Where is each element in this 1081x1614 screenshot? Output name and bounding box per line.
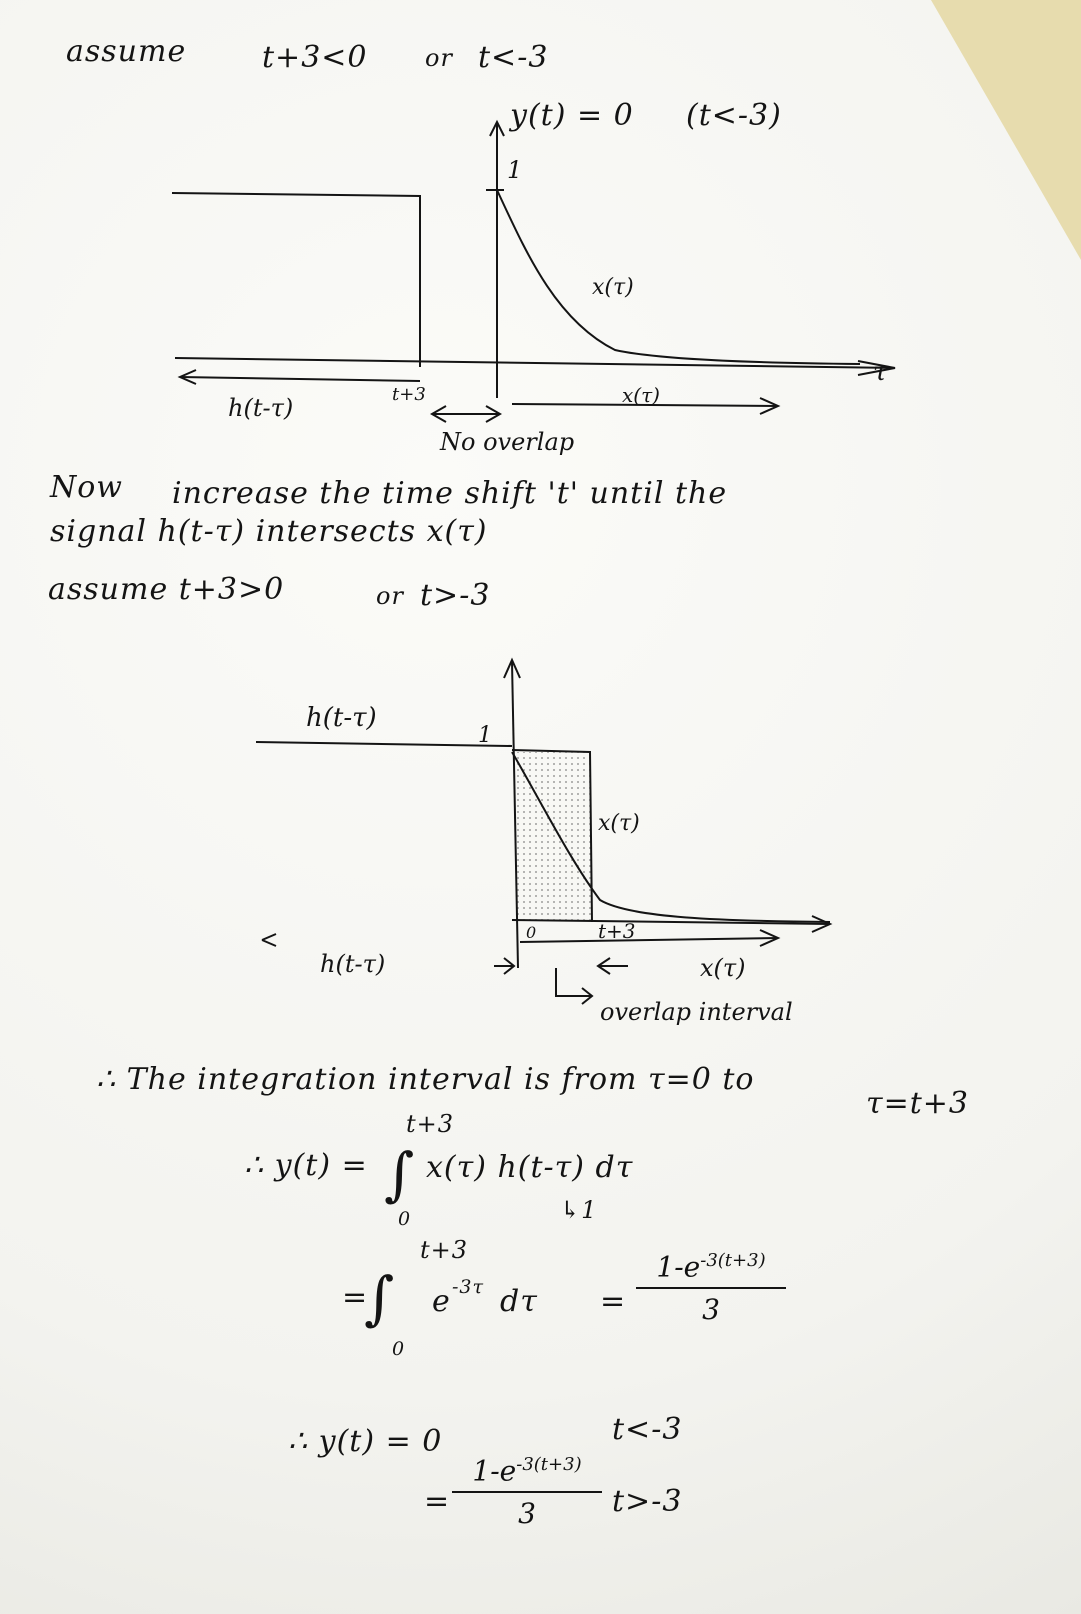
integral1-upper: t+3 — [406, 1110, 455, 1138]
plot1-x-label: x(τ) — [622, 383, 660, 407]
signal-intersects-text: signal h(t-τ) intersects x(τ) — [50, 514, 488, 549]
or-label-1: or — [425, 44, 453, 72]
plot2-one-label: 1 — [478, 723, 492, 748]
plot1-tau-axis-label: τ — [873, 357, 888, 387]
condition-t3-lt-0: t+3<0 — [262, 40, 368, 75]
final-y-zero: ∴ y(t) = 0 — [288, 1424, 443, 1459]
condition-t-lt-neg3: t<-3 — [478, 40, 549, 75]
plot2-h-bottom-label: h(t-τ) — [320, 950, 386, 978]
integral2-lower: 0 — [392, 1338, 406, 1360]
assume-label-1: assume — [66, 34, 187, 69]
assume-label-2: assume t+3>0 — [48, 572, 285, 607]
y-equals-label: ∴ y(t) = — [244, 1148, 368, 1183]
plot2-t3-label: t+3 — [598, 919, 636, 943]
increase-shift-text: increase the time shift 't' until the — [172, 476, 728, 511]
integral1-lower: 0 — [398, 1208, 412, 1230]
fraction1-numerator: 1-e — [656, 1250, 701, 1284]
result-fraction-1 — [636, 1250, 786, 1326]
fraction2-numerator: 1-e — [472, 1454, 517, 1488]
plot2-x-curve-label: x(τ) — [598, 811, 640, 836]
integral1-sign: ∫ — [384, 1140, 416, 1208]
y-range-note: (t<-3) — [686, 98, 782, 133]
integral2-exp-power: -3τ — [452, 1276, 485, 1298]
condition-t-gt-neg3: t>-3 — [420, 578, 491, 613]
overlap-hook-arrow — [556, 968, 592, 1004]
plot1-one-label: 1 — [507, 156, 523, 184]
integral1-integrand: x(τ) h(t-τ) dτ — [426, 1150, 634, 1185]
final-equals: = — [424, 1484, 451, 1519]
plot1-x-curve-label: x(τ) — [592, 275, 634, 300]
equals-sign-3: = — [600, 1284, 627, 1319]
fraction2-denominator: 3 — [518, 1497, 536, 1531]
x-extent-arrow-2 — [520, 938, 778, 942]
integral2-upper: t+3 — [420, 1236, 469, 1264]
h-step-top-line — [256, 742, 512, 746]
equals-sign-2: = — [342, 1280, 369, 1315]
fraction1-denominator: 3 — [702, 1293, 720, 1327]
plot2-x-label: x(τ) — [700, 954, 746, 982]
overlap-interval-label: overlap interval — [600, 998, 793, 1026]
integral2-exp-base: e — [432, 1284, 451, 1319]
plot2-zero-label: 0 — [526, 923, 537, 942]
y-equals-zero: y(t) = 0 — [510, 98, 634, 133]
h-equals-one-note: ↳1 — [560, 1196, 598, 1224]
plot1-t3-label: t+3 — [392, 384, 426, 405]
fraction2-exponent: -3(t+3) — [516, 1454, 582, 1475]
result-fraction-2 — [452, 1454, 602, 1530]
integral2-sign: ∫ — [364, 1264, 396, 1332]
h-left-arrow — [262, 934, 276, 946]
tau-end-label: τ=t+3 — [866, 1086, 970, 1121]
plot2-h-top-label: h(t-τ) — [306, 703, 377, 733]
integral2-dtau: dτ — [500, 1284, 538, 1319]
final-cond-2: t>-3 — [612, 1484, 683, 1519]
now-word: Now — [50, 470, 123, 505]
or-label-2: or — [376, 582, 404, 610]
final-cond-1: t<-3 — [612, 1412, 683, 1447]
integration-interval-text: ∴ The integration interval is from τ=0 to — [96, 1062, 755, 1097]
fraction1-exponent: -3(t+3) — [700, 1250, 766, 1271]
plot1-h-label: h(t-τ) — [228, 394, 294, 422]
no-overlap-label: No overlap — [440, 428, 575, 456]
